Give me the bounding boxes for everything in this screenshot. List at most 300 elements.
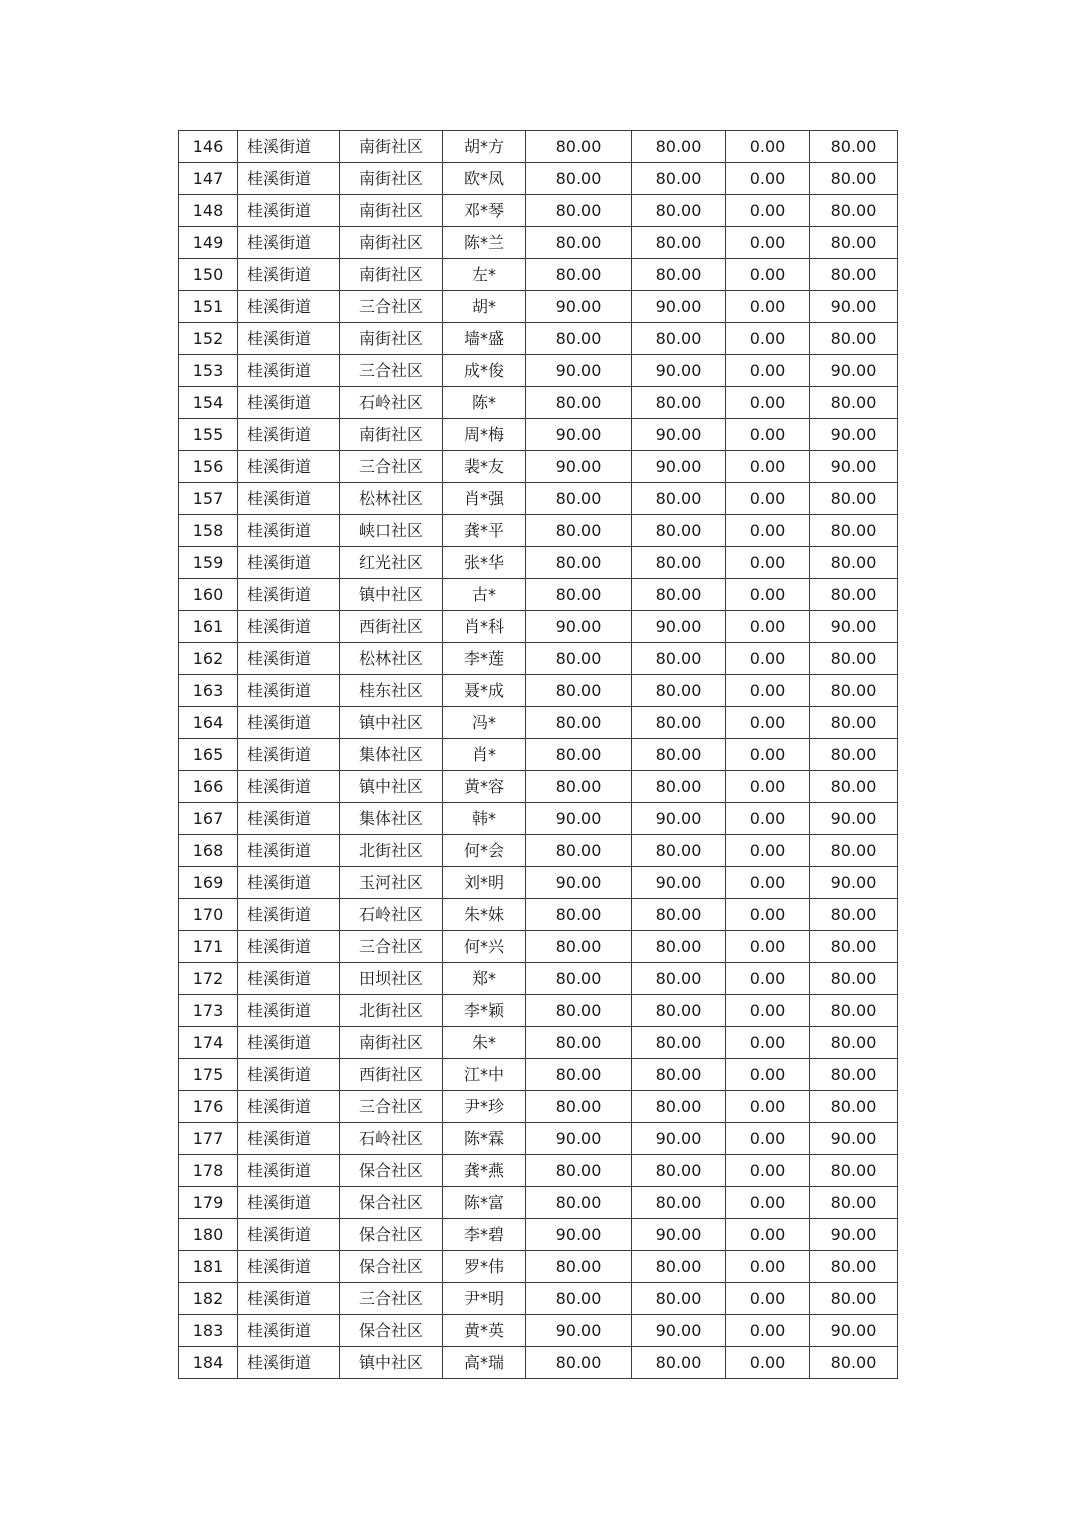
amount-cell-3: 0.00: [726, 643, 810, 675]
amount-cell-2: 80.00: [632, 163, 726, 195]
name-cell: 陈*: [443, 387, 526, 419]
table-row: [179, 387, 898, 419]
amount-cell-4: 80.00: [810, 1027, 898, 1059]
street-cell: 桂溪街道: [238, 131, 340, 163]
amount-cell-3: 0.00: [726, 899, 810, 931]
name-cell: 江*中: [443, 1059, 526, 1091]
amount-cell-1: 80.00: [526, 1187, 632, 1219]
amount-cell-1: 80.00: [526, 1283, 632, 1315]
street-cell: 桂溪街道: [238, 1123, 340, 1155]
community-cell: 三合社区: [340, 355, 443, 387]
community-cell: 西街社区: [340, 1059, 443, 1091]
index-cell: 162: [179, 643, 238, 675]
index-cell: 169: [179, 867, 238, 899]
amount-cell-3: 0.00: [726, 195, 810, 227]
street-cell: 桂溪街道: [238, 995, 340, 1027]
amount-cell-1: 80.00: [526, 643, 632, 675]
table-row: [179, 355, 898, 387]
amount-cell-3: 0.00: [726, 323, 810, 355]
amount-cell-1: 80.00: [526, 387, 632, 419]
amount-cell-4: 80.00: [810, 963, 898, 995]
index-cell: 170: [179, 899, 238, 931]
amount-cell-1: 80.00: [526, 323, 632, 355]
amount-cell-4: 80.00: [810, 707, 898, 739]
table-row: [179, 931, 898, 963]
community-cell: 镇中社区: [340, 707, 443, 739]
community-cell: 北街社区: [340, 835, 443, 867]
amount-cell-3: 0.00: [726, 163, 810, 195]
amount-cell-1: 80.00: [526, 483, 632, 515]
amount-cell-3: 0.00: [726, 835, 810, 867]
amount-cell-2: 80.00: [632, 643, 726, 675]
amount-cell-4: 80.00: [810, 835, 898, 867]
amount-cell-4: 90.00: [810, 803, 898, 835]
index-cell: 168: [179, 835, 238, 867]
community-cell: 保合社区: [340, 1251, 443, 1283]
community-cell: 西街社区: [340, 611, 443, 643]
amount-cell-3: 0.00: [726, 355, 810, 387]
street-cell: 桂溪街道: [238, 483, 340, 515]
name-cell: 何*会: [443, 835, 526, 867]
amount-cell-1: 80.00: [526, 195, 632, 227]
community-cell: 镇中社区: [340, 579, 443, 611]
name-cell: 刘*明: [443, 867, 526, 899]
name-cell: 罗*伟: [443, 1251, 526, 1283]
street-cell: 桂溪街道: [238, 1155, 340, 1187]
amount-cell-1: 80.00: [526, 163, 632, 195]
amount-cell-3: 0.00: [726, 1123, 810, 1155]
index-cell: 172: [179, 963, 238, 995]
amount-cell-1: 90.00: [526, 611, 632, 643]
table-row: [179, 1091, 898, 1123]
table-row: [179, 1123, 898, 1155]
community-cell: 保合社区: [340, 1315, 443, 1347]
amount-cell-1: 90.00: [526, 803, 632, 835]
amount-cell-3: 0.00: [726, 259, 810, 291]
street-cell: 桂溪街道: [238, 579, 340, 611]
street-cell: 桂溪街道: [238, 803, 340, 835]
table-row: [179, 611, 898, 643]
community-cell: 南街社区: [340, 1027, 443, 1059]
amount-cell-4: 80.00: [810, 1347, 898, 1379]
amount-cell-4: 80.00: [810, 163, 898, 195]
table-row: [179, 291, 898, 323]
table-row: [179, 227, 898, 259]
index-cell: 153: [179, 355, 238, 387]
amount-cell-1: 80.00: [526, 1155, 632, 1187]
index-cell: 183: [179, 1315, 238, 1347]
amount-cell-4: 80.00: [810, 259, 898, 291]
amount-cell-1: 80.00: [526, 739, 632, 771]
community-cell: 集体社区: [340, 739, 443, 771]
amount-cell-1: 80.00: [526, 995, 632, 1027]
amount-cell-2: 80.00: [632, 259, 726, 291]
index-cell: 181: [179, 1251, 238, 1283]
amount-cell-1: 80.00: [526, 1027, 632, 1059]
amount-cell-2: 90.00: [632, 355, 726, 387]
community-cell: 南街社区: [340, 419, 443, 451]
amount-cell-4: 80.00: [810, 387, 898, 419]
community-cell: 松林社区: [340, 483, 443, 515]
amount-cell-2: 80.00: [632, 835, 726, 867]
amount-cell-2: 90.00: [632, 291, 726, 323]
amount-cell-4: 80.00: [810, 1283, 898, 1315]
amount-cell-2: 80.00: [632, 1027, 726, 1059]
amount-cell-1: 80.00: [526, 1059, 632, 1091]
index-cell: 157: [179, 483, 238, 515]
name-cell: 黄*容: [443, 771, 526, 803]
table-row: [179, 835, 898, 867]
amount-cell-1: 80.00: [526, 1091, 632, 1123]
name-cell: 李*颖: [443, 995, 526, 1027]
amount-cell-3: 0.00: [726, 963, 810, 995]
amount-cell-1: 90.00: [526, 867, 632, 899]
amount-cell-2: 80.00: [632, 1155, 726, 1187]
name-cell: 墙*盛: [443, 323, 526, 355]
amount-cell-4: 90.00: [810, 419, 898, 451]
amount-cell-2: 90.00: [632, 1123, 726, 1155]
index-cell: 146: [179, 131, 238, 163]
amount-cell-3: 0.00: [726, 419, 810, 451]
table-row: [179, 483, 898, 515]
amount-cell-4: 90.00: [810, 1123, 898, 1155]
index-cell: 161: [179, 611, 238, 643]
amount-cell-4: 80.00: [810, 1059, 898, 1091]
amount-cell-3: 0.00: [726, 1155, 810, 1187]
name-cell: 高*瑞: [443, 1347, 526, 1379]
amount-cell-2: 90.00: [632, 803, 726, 835]
amount-cell-1: 80.00: [526, 707, 632, 739]
table-row: [179, 579, 898, 611]
amount-cell-1: 90.00: [526, 451, 632, 483]
amount-cell-3: 0.00: [726, 995, 810, 1027]
amount-cell-1: 90.00: [526, 1219, 632, 1251]
street-cell: 桂溪街道: [238, 1251, 340, 1283]
amount-cell-2: 80.00: [632, 227, 726, 259]
amount-cell-1: 80.00: [526, 1251, 632, 1283]
amount-cell-4: 80.00: [810, 195, 898, 227]
index-cell: 148: [179, 195, 238, 227]
table-row: [179, 451, 898, 483]
amount-cell-2: 80.00: [632, 1059, 726, 1091]
community-cell: 桂东社区: [340, 675, 443, 707]
amount-cell-4: 80.00: [810, 515, 898, 547]
street-cell: 桂溪街道: [238, 1283, 340, 1315]
name-cell: 肖*科: [443, 611, 526, 643]
community-cell: 保合社区: [340, 1219, 443, 1251]
community-cell: 石岭社区: [340, 1123, 443, 1155]
amount-cell-3: 0.00: [726, 739, 810, 771]
name-cell: 龚*燕: [443, 1155, 526, 1187]
amount-cell-4: 80.00: [810, 227, 898, 259]
amount-cell-4: 90.00: [810, 867, 898, 899]
name-cell: 成*俊: [443, 355, 526, 387]
name-cell: 韩*: [443, 803, 526, 835]
amount-cell-1: 80.00: [526, 579, 632, 611]
name-cell: 胡*方: [443, 131, 526, 163]
amount-cell-1: 80.00: [526, 515, 632, 547]
index-cell: 180: [179, 1219, 238, 1251]
table-row: [179, 131, 898, 163]
amount-cell-4: 80.00: [810, 547, 898, 579]
amount-cell-3: 0.00: [726, 483, 810, 515]
community-cell: 三合社区: [340, 291, 443, 323]
amount-cell-2: 80.00: [632, 899, 726, 931]
community-cell: 松林社区: [340, 643, 443, 675]
name-cell: 左*: [443, 259, 526, 291]
index-cell: 163: [179, 675, 238, 707]
amount-cell-2: 80.00: [632, 739, 726, 771]
amount-cell-2: 80.00: [632, 1091, 726, 1123]
community-cell: 保合社区: [340, 1187, 443, 1219]
street-cell: 桂溪街道: [238, 707, 340, 739]
table-row: [179, 899, 898, 931]
street-cell: 桂溪街道: [238, 739, 340, 771]
subsidy-table: [178, 130, 898, 1379]
street-cell: 桂溪街道: [238, 387, 340, 419]
community-cell: 保合社区: [340, 1155, 443, 1187]
amount-cell-1: 80.00: [526, 227, 632, 259]
community-cell: 玉河社区: [340, 867, 443, 899]
amount-cell-2: 80.00: [632, 515, 726, 547]
community-cell: 南街社区: [340, 195, 443, 227]
amount-cell-3: 0.00: [726, 611, 810, 643]
street-cell: 桂溪街道: [238, 195, 340, 227]
index-cell: 179: [179, 1187, 238, 1219]
community-cell: 峡口社区: [340, 515, 443, 547]
amount-cell-1: 80.00: [526, 259, 632, 291]
street-cell: 桂溪街道: [238, 1219, 340, 1251]
table-row: [179, 195, 898, 227]
street-cell: 桂溪街道: [238, 899, 340, 931]
amount-cell-4: 90.00: [810, 291, 898, 323]
amount-cell-2: 80.00: [632, 387, 726, 419]
table-row: [179, 643, 898, 675]
street-cell: 桂溪街道: [238, 931, 340, 963]
community-cell: 集体社区: [340, 803, 443, 835]
name-cell: 陈*霖: [443, 1123, 526, 1155]
amount-cell-1: 80.00: [526, 771, 632, 803]
amount-cell-4: 80.00: [810, 1187, 898, 1219]
amount-cell-3: 0.00: [726, 675, 810, 707]
name-cell: 龚*平: [443, 515, 526, 547]
street-cell: 桂溪街道: [238, 227, 340, 259]
community-cell: 镇中社区: [340, 1347, 443, 1379]
table-row: [179, 547, 898, 579]
name-cell: 李*碧: [443, 1219, 526, 1251]
community-cell: 南街社区: [340, 259, 443, 291]
amount-cell-4: 90.00: [810, 611, 898, 643]
community-cell: 石岭社区: [340, 387, 443, 419]
table-row: [179, 739, 898, 771]
amount-cell-2: 80.00: [632, 931, 726, 963]
amount-cell-4: 80.00: [810, 899, 898, 931]
amount-cell-1: 80.00: [526, 963, 632, 995]
amount-cell-4: 80.00: [810, 931, 898, 963]
amount-cell-3: 0.00: [726, 451, 810, 483]
index-cell: 152: [179, 323, 238, 355]
amount-cell-3: 0.00: [726, 131, 810, 163]
index-cell: 177: [179, 1123, 238, 1155]
name-cell: 尹*明: [443, 1283, 526, 1315]
name-cell: 聂*成: [443, 675, 526, 707]
index-cell: 184: [179, 1347, 238, 1379]
street-cell: 桂溪街道: [238, 835, 340, 867]
amount-cell-3: 0.00: [726, 387, 810, 419]
amount-cell-3: 0.00: [726, 803, 810, 835]
street-cell: 桂溪街道: [238, 867, 340, 899]
table-row: [179, 323, 898, 355]
amount-cell-4: 80.00: [810, 739, 898, 771]
amount-cell-3: 0.00: [726, 227, 810, 259]
table-row: [179, 1219, 898, 1251]
name-cell: 尹*珍: [443, 1091, 526, 1123]
index-cell: 164: [179, 707, 238, 739]
name-cell: 朱*: [443, 1027, 526, 1059]
community-cell: 三合社区: [340, 931, 443, 963]
amount-cell-3: 0.00: [726, 1059, 810, 1091]
amount-cell-4: 80.00: [810, 1251, 898, 1283]
street-cell: 桂溪街道: [238, 323, 340, 355]
name-cell: 周*梅: [443, 419, 526, 451]
community-cell: 三合社区: [340, 451, 443, 483]
name-cell: 陈*富: [443, 1187, 526, 1219]
street-cell: 桂溪街道: [238, 259, 340, 291]
amount-cell-1: 90.00: [526, 355, 632, 387]
amount-cell-4: 80.00: [810, 579, 898, 611]
street-cell: 桂溪街道: [238, 611, 340, 643]
name-cell: 何*兴: [443, 931, 526, 963]
amount-cell-2: 80.00: [632, 675, 726, 707]
table-row: [179, 675, 898, 707]
index-cell: 165: [179, 739, 238, 771]
amount-cell-3: 0.00: [726, 1027, 810, 1059]
community-cell: 南街社区: [340, 227, 443, 259]
index-cell: 166: [179, 771, 238, 803]
street-cell: 桂溪街道: [238, 1187, 340, 1219]
table-row: [179, 1187, 898, 1219]
index-cell: 171: [179, 931, 238, 963]
amount-cell-2: 90.00: [632, 611, 726, 643]
street-cell: 桂溪街道: [238, 291, 340, 323]
amount-cell-1: 90.00: [526, 1315, 632, 1347]
table-row: [179, 259, 898, 291]
name-cell: 邓*琴: [443, 195, 526, 227]
street-cell: 桂溪街道: [238, 1027, 340, 1059]
amount-cell-2: 80.00: [632, 771, 726, 803]
table-row: [179, 1315, 898, 1347]
amount-cell-2: 80.00: [632, 547, 726, 579]
amount-cell-1: 90.00: [526, 291, 632, 323]
amount-cell-3: 0.00: [726, 579, 810, 611]
index-cell: 147: [179, 163, 238, 195]
amount-cell-1: 80.00: [526, 899, 632, 931]
amount-cell-2: 80.00: [632, 131, 726, 163]
name-cell: 肖*强: [443, 483, 526, 515]
table-row: [179, 515, 898, 547]
table-row: [179, 995, 898, 1027]
index-cell: 182: [179, 1283, 238, 1315]
amount-cell-4: 80.00: [810, 483, 898, 515]
amount-cell-1: 80.00: [526, 1347, 632, 1379]
amount-cell-4: 80.00: [810, 771, 898, 803]
street-cell: 桂溪街道: [238, 643, 340, 675]
amount-cell-4: 80.00: [810, 131, 898, 163]
amount-cell-3: 0.00: [726, 547, 810, 579]
street-cell: 桂溪街道: [238, 163, 340, 195]
amount-cell-4: 80.00: [810, 675, 898, 707]
street-cell: 桂溪街道: [238, 515, 340, 547]
amount-cell-2: 90.00: [632, 1219, 726, 1251]
index-cell: 167: [179, 803, 238, 835]
index-cell: 174: [179, 1027, 238, 1059]
amount-cell-2: 80.00: [632, 1283, 726, 1315]
street-cell: 桂溪街道: [238, 451, 340, 483]
amount-cell-3: 0.00: [726, 1251, 810, 1283]
community-cell: 石岭社区: [340, 899, 443, 931]
amount-cell-3: 0.00: [726, 1091, 810, 1123]
amount-cell-1: 90.00: [526, 419, 632, 451]
table-row: [179, 771, 898, 803]
index-cell: 159: [179, 547, 238, 579]
street-cell: 桂溪街道: [238, 675, 340, 707]
amount-cell-1: 90.00: [526, 1123, 632, 1155]
name-cell: 古*: [443, 579, 526, 611]
amount-cell-2: 80.00: [632, 963, 726, 995]
table-row: [179, 1283, 898, 1315]
name-cell: 陈*兰: [443, 227, 526, 259]
community-cell: 三合社区: [340, 1283, 443, 1315]
amount-cell-2: 80.00: [632, 1187, 726, 1219]
table-row: [179, 1059, 898, 1091]
amount-cell-3: 0.00: [726, 291, 810, 323]
community-cell: 田坝社区: [340, 963, 443, 995]
index-cell: 175: [179, 1059, 238, 1091]
table-row: [179, 1251, 898, 1283]
community-cell: 三合社区: [340, 1091, 443, 1123]
index-cell: 173: [179, 995, 238, 1027]
table-body: [179, 131, 898, 1379]
amount-cell-4: 80.00: [810, 323, 898, 355]
amount-cell-4: 90.00: [810, 1315, 898, 1347]
index-cell: 178: [179, 1155, 238, 1187]
amount-cell-2: 90.00: [632, 419, 726, 451]
name-cell: 冯*: [443, 707, 526, 739]
table-row: [179, 1027, 898, 1059]
amount-cell-2: 80.00: [632, 1347, 726, 1379]
table-row: [179, 867, 898, 899]
street-cell: 桂溪街道: [238, 419, 340, 451]
amount-cell-2: 80.00: [632, 707, 726, 739]
name-cell: 欧*凤: [443, 163, 526, 195]
street-cell: 桂溪街道: [238, 1347, 340, 1379]
name-cell: 李*莲: [443, 643, 526, 675]
amount-cell-3: 0.00: [726, 707, 810, 739]
amount-cell-4: 90.00: [810, 451, 898, 483]
street-cell: 桂溪街道: [238, 771, 340, 803]
table-row: [179, 163, 898, 195]
amount-cell-1: 80.00: [526, 835, 632, 867]
amount-cell-2: 80.00: [632, 195, 726, 227]
amount-cell-3: 0.00: [726, 1315, 810, 1347]
amount-cell-2: 80.00: [632, 323, 726, 355]
street-cell: 桂溪街道: [238, 355, 340, 387]
street-cell: 桂溪街道: [238, 1315, 340, 1347]
table-row: [179, 707, 898, 739]
amount-cell-2: 80.00: [632, 1251, 726, 1283]
community-cell: 南街社区: [340, 131, 443, 163]
amount-cell-2: 80.00: [632, 483, 726, 515]
